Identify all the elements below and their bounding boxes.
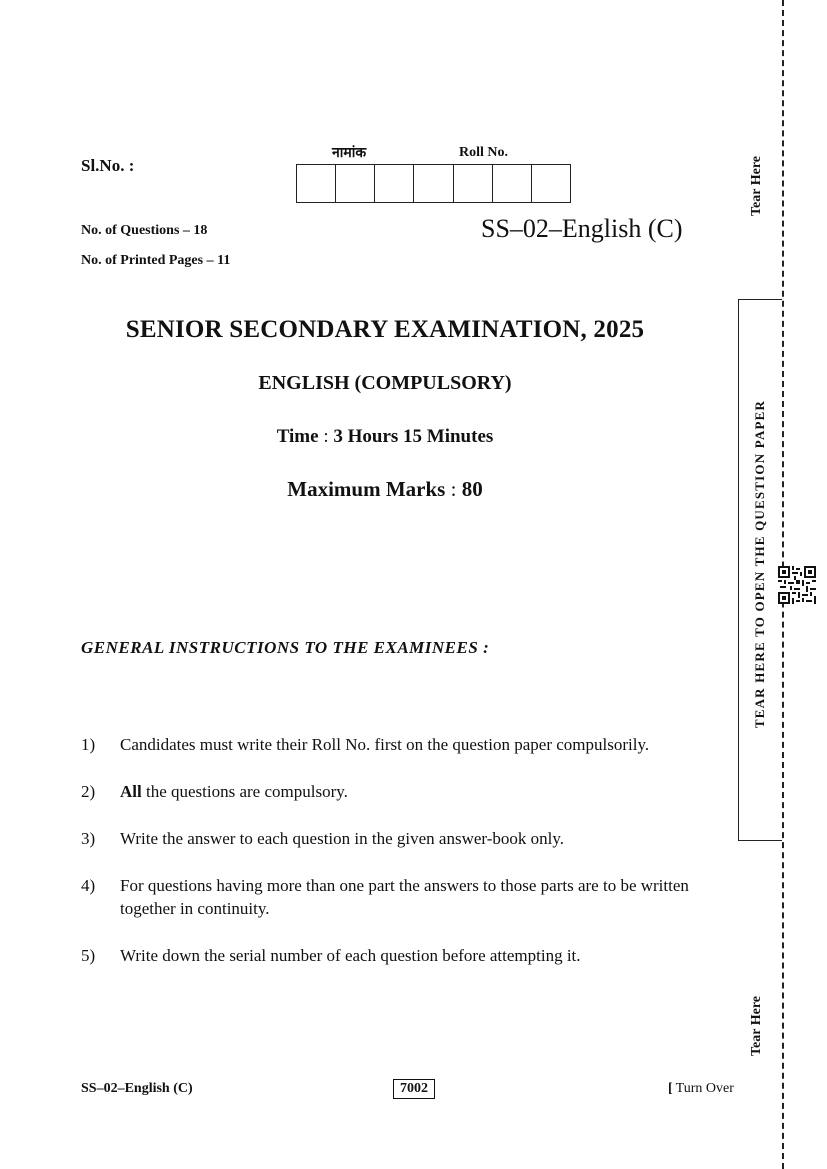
time-value: 3 Hours 15 Minutes [333, 426, 494, 447]
instruction-item [81, 827, 701, 850]
instruction-item [81, 874, 701, 920]
footer-paper-number: 7002 [393, 1079, 435, 1099]
time-label: Time [276, 426, 319, 447]
printed-pages-count: No. of Printed Pages – 11 [81, 253, 231, 268]
namank-label: नामांक [332, 146, 367, 161]
instruction-item [81, 733, 701, 756]
marks-colon: : [450, 477, 457, 501]
instruction-number: 1) [81, 735, 96, 754]
instruction-item [81, 944, 701, 967]
instruction-text: For questions having more than one part the answers to those parts are to be written together in continuity. [120, 876, 689, 918]
marks-value: 80 [461, 477, 483, 501]
roll-digit-box[interactable] [454, 165, 493, 202]
marks-line [0, 477, 770, 502]
instruction-bold-word: All [120, 782, 142, 801]
roll-digit-box[interactable] [375, 165, 414, 202]
roll-digit-box[interactable] [297, 165, 336, 202]
turn-over-bracket: [ [668, 1081, 673, 1096]
marks-label: Maximum Marks [287, 477, 446, 501]
instruction-text: Write the answer to each question in the given answer-book only. [120, 829, 564, 848]
tear-here-label-bottom: Tear Here [749, 996, 764, 1057]
instruction-number: 5) [81, 946, 96, 965]
roll-digit-box[interactable] [532, 165, 570, 202]
tear-here-label-top: Tear Here [749, 156, 764, 217]
roll-digit-box[interactable] [336, 165, 375, 202]
instruction-number: 3) [81, 829, 96, 848]
instruction-number: 4) [81, 876, 96, 895]
instruction-text: Write down the serial number of each question before attempting it. [120, 946, 581, 965]
footer-paper-code: SS–02–English (C) [81, 1081, 193, 1096]
turn-over-text: Turn Over [675, 1081, 734, 1096]
exam-title: SENIOR SECONDARY EXAMINATION, 2025 [125, 316, 645, 343]
time-colon: : [323, 426, 329, 447]
questions-count: No. of Questions – 18 [81, 223, 208, 238]
roll-number-label: Roll No. [459, 145, 508, 160]
subject-title: ENGLISH (COMPULSORY) [258, 372, 512, 394]
instruction-text: the questions are compulsory. [141, 782, 348, 801]
serial-number-label: Sl.No. : [81, 156, 135, 175]
time-line [0, 426, 770, 448]
roll-digit-box[interactable] [414, 165, 453, 202]
instruction-item [81, 780, 701, 803]
roll-digit-box[interactable] [493, 165, 532, 202]
instructions-heading: GENERAL INSTRUCTIONS TO THE EXAMINEES : [81, 638, 490, 657]
paper-code: SS–02–English (C) [481, 214, 683, 243]
instruction-text-wrapper [120, 780, 701, 803]
instruction-text: Candidates must write their Roll No. first on the question paper compulsorily. [120, 735, 650, 754]
roll-number-boxes[interactable] [296, 164, 571, 203]
tear-open-instruction: TEAR HERE TO OPEN THE QUESTION PAPER [752, 399, 767, 729]
instruction-number: 2) [81, 782, 96, 801]
qr-code-icon [778, 566, 816, 604]
footer-turn-over [668, 1081, 734, 1097]
